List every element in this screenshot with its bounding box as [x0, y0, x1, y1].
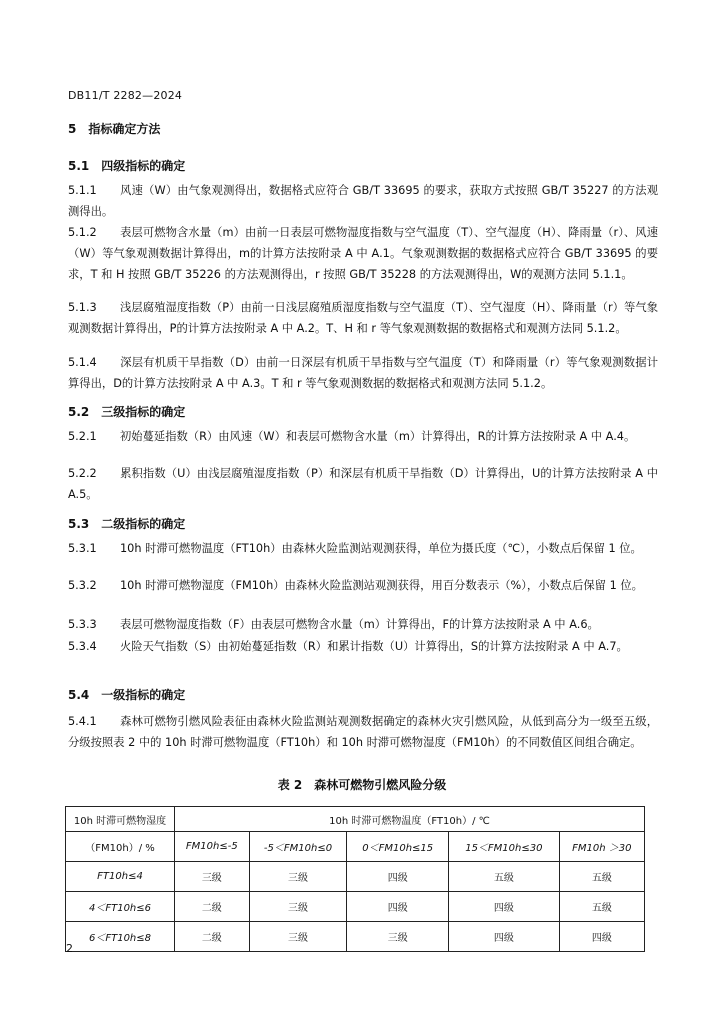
section-5-1-title: 5.1 四级指标的确定 — [68, 159, 186, 173]
corner-header-bottom: （FM10h）/ % — [66, 832, 175, 862]
table-cell: 四级 — [449, 922, 560, 952]
clause-text: 浅层腐殖湿度指数（P）由前一日浅层腐殖质湿度指数与空气温度（T）、空气湿度（H）、降雨量（r）等气象观测数据计算得出，P的计算方法按附录 A 中 A.2。T、H 和 r 等气象观测数据的数据格式和观测方法同 5.1.2。 — [68, 301, 658, 335]
section-5-title: 5 指标确定方法 — [68, 122, 161, 136]
table-cell: 四级 — [449, 892, 560, 922]
paragraph-5-3-1 — [68, 538, 658, 559]
row-label: 6＜FT10h≤8 — [66, 922, 175, 952]
table-row — [66, 922, 645, 952]
column-header: -5＜FM10h≤0 — [249, 832, 347, 862]
paragraph-5-3-3 — [68, 614, 658, 635]
corner-header-top: 10h 时滞可燃物湿度 — [66, 807, 175, 832]
clause-number: 5.1.4 — [68, 356, 97, 369]
clause-number: 5.1.1 — [68, 184, 97, 197]
paragraph-5-1-4 — [68, 352, 658, 394]
clause-number: 5.3.2 — [68, 579, 97, 592]
column-header: FM10h≤-5 — [175, 832, 250, 862]
table-cell: 四级 — [559, 922, 644, 952]
clause-text: 初始蔓延指数（R）由风速（W）和表层可燃物含水量（m）计算得出，R的计算方法按附录 A 中 A.4。 — [120, 430, 636, 443]
table-column-row — [66, 832, 645, 862]
table-cell: 三级 — [249, 922, 347, 952]
clause-text: 火险天气指数（S）由初始蔓延指数（R）和累计指数（U）计算得出，S的计算方法按附录 A 中 A.7。 — [120, 640, 628, 653]
table-cell: 二级 — [175, 922, 250, 952]
column-header: FM10h ＞30 — [559, 832, 644, 862]
paragraph-5-1-2 — [68, 222, 658, 285]
document-id: DB11/T 2282—2024 — [68, 89, 183, 102]
clause-text: 深层有机质干旱指数（D）由前一日深层有机质干旱指数与空气温度（T）和降雨量（r）等气象观测数据计算得出，D的计算方法按附录 A 中 A.3。T 和 r 等气象观测数据的数据格式和观测方法同 5.1.2。 — [68, 356, 658, 390]
clause-text: 风速（W）由气象观测得出，数据格式应符合 GB/T 33695 的要求，获取方式按照 GB/T 35227 的方法观测得出。 — [68, 184, 658, 218]
paragraph-5-1-3 — [68, 297, 658, 339]
table-cell: 三级 — [347, 922, 449, 952]
clause-number: 5.4.1 — [68, 715, 97, 728]
section-5-4-title: 5.4 一级指标的确定 — [68, 688, 186, 702]
paragraph-5-3-2 — [68, 575, 658, 596]
clause-number: 5.1.3 — [68, 301, 97, 314]
clause-number: 5.1.2 — [68, 226, 97, 239]
column-header: 0＜FM10h≤15 — [347, 832, 449, 862]
column-header: 15＜FM10h≤30 — [449, 832, 560, 862]
paragraph-5-1-1 — [68, 180, 658, 222]
table-cell: 四级 — [347, 862, 449, 892]
clause-number: 5.3.1 — [68, 542, 97, 555]
clause-text: 10h 时滞可燃物湿度（FM10h）由森林火险监测站观测获得，用百分数表示（%），小数点后保留 1 位。 — [120, 579, 643, 592]
table-header-row — [66, 807, 645, 832]
table-cell: 五级 — [559, 892, 644, 922]
clause-text: 表层可燃物含水量（m）由前一日表层可燃物湿度指数与空气温度（T）、空气湿度（H）、降雨量（r）、风速（W）等气象观测数据计算得出，m的计算方法按附录 A 中 A.1。气象观测数据的数据格式应符合 GB/T 33695 的要求，T 和 H 按照 GB/T 35226 的方法观测得出，r 按照 GB/T 35228 的方法观测得出，W的观测方法同 5.1.1。 — [68, 226, 658, 281]
clause-number: 5.3.4 — [68, 640, 97, 653]
clause-number: 5.2.2 — [68, 467, 97, 480]
table-row — [66, 892, 645, 922]
page-number: 2 — [66, 942, 73, 955]
table-cell: 三级 — [175, 862, 250, 892]
clause-number: 5.2.1 — [68, 430, 97, 443]
risk-grade-table — [65, 806, 645, 952]
table-cell: 五级 — [559, 862, 644, 892]
paragraph-5-2-2 — [68, 463, 658, 505]
section-5-3-title: 5.3 二级指标的确定 — [68, 517, 186, 531]
clause-number: 5.3.3 — [68, 618, 97, 631]
row-label: FT10h≤4 — [66, 862, 175, 892]
temperature-header: 10h 时滞可燃物温度（FT10h）/ ℃ — [175, 807, 645, 832]
section-5-2-title: 5.2 三级指标的确定 — [68, 405, 186, 419]
clause-text: 10h 时滞可燃物温度（FT10h）由森林火险监测站观测获得，单位为摄氏度（℃），小数点后保留 1 位。 — [120, 542, 642, 555]
clause-text: 累积指数（U）由浅层腐殖湿度指数（P）和深层有机质干旱指数（D）计算得出，U的计算方法按附录 A 中 A.5。 — [68, 467, 658, 501]
table-cell: 五级 — [449, 862, 560, 892]
table-cell: 二级 — [175, 892, 250, 922]
table-cell: 三级 — [249, 892, 347, 922]
row-label: 4＜FT10h≤6 — [66, 892, 175, 922]
clause-text: 森林可燃物引燃风险表征由森林火险监测站观测数据确定的森林火灾引燃风险，从低到高分为一级至五级，分级按照表 2 中的 10h 时滞可燃物温度（FT10h）和 10h 时滞可燃物湿度（FM10h）的不同数值区间组合确定。 — [68, 715, 658, 749]
table-cell: 四级 — [347, 892, 449, 922]
paragraph-5-4-1 — [68, 711, 658, 753]
table-2-caption: 表 2 森林可燃物引燃风险分级 — [277, 778, 447, 792]
paragraph-5-3-4 — [68, 636, 658, 657]
clause-text: 表层可燃物湿度指数（F）由表层可燃物含水量（m）计算得出，F的计算方法按附录 A 中 A.6。 — [120, 618, 599, 631]
table-row — [66, 862, 645, 892]
paragraph-5-2-1 — [68, 426, 658, 447]
table-cell: 三级 — [249, 862, 347, 892]
